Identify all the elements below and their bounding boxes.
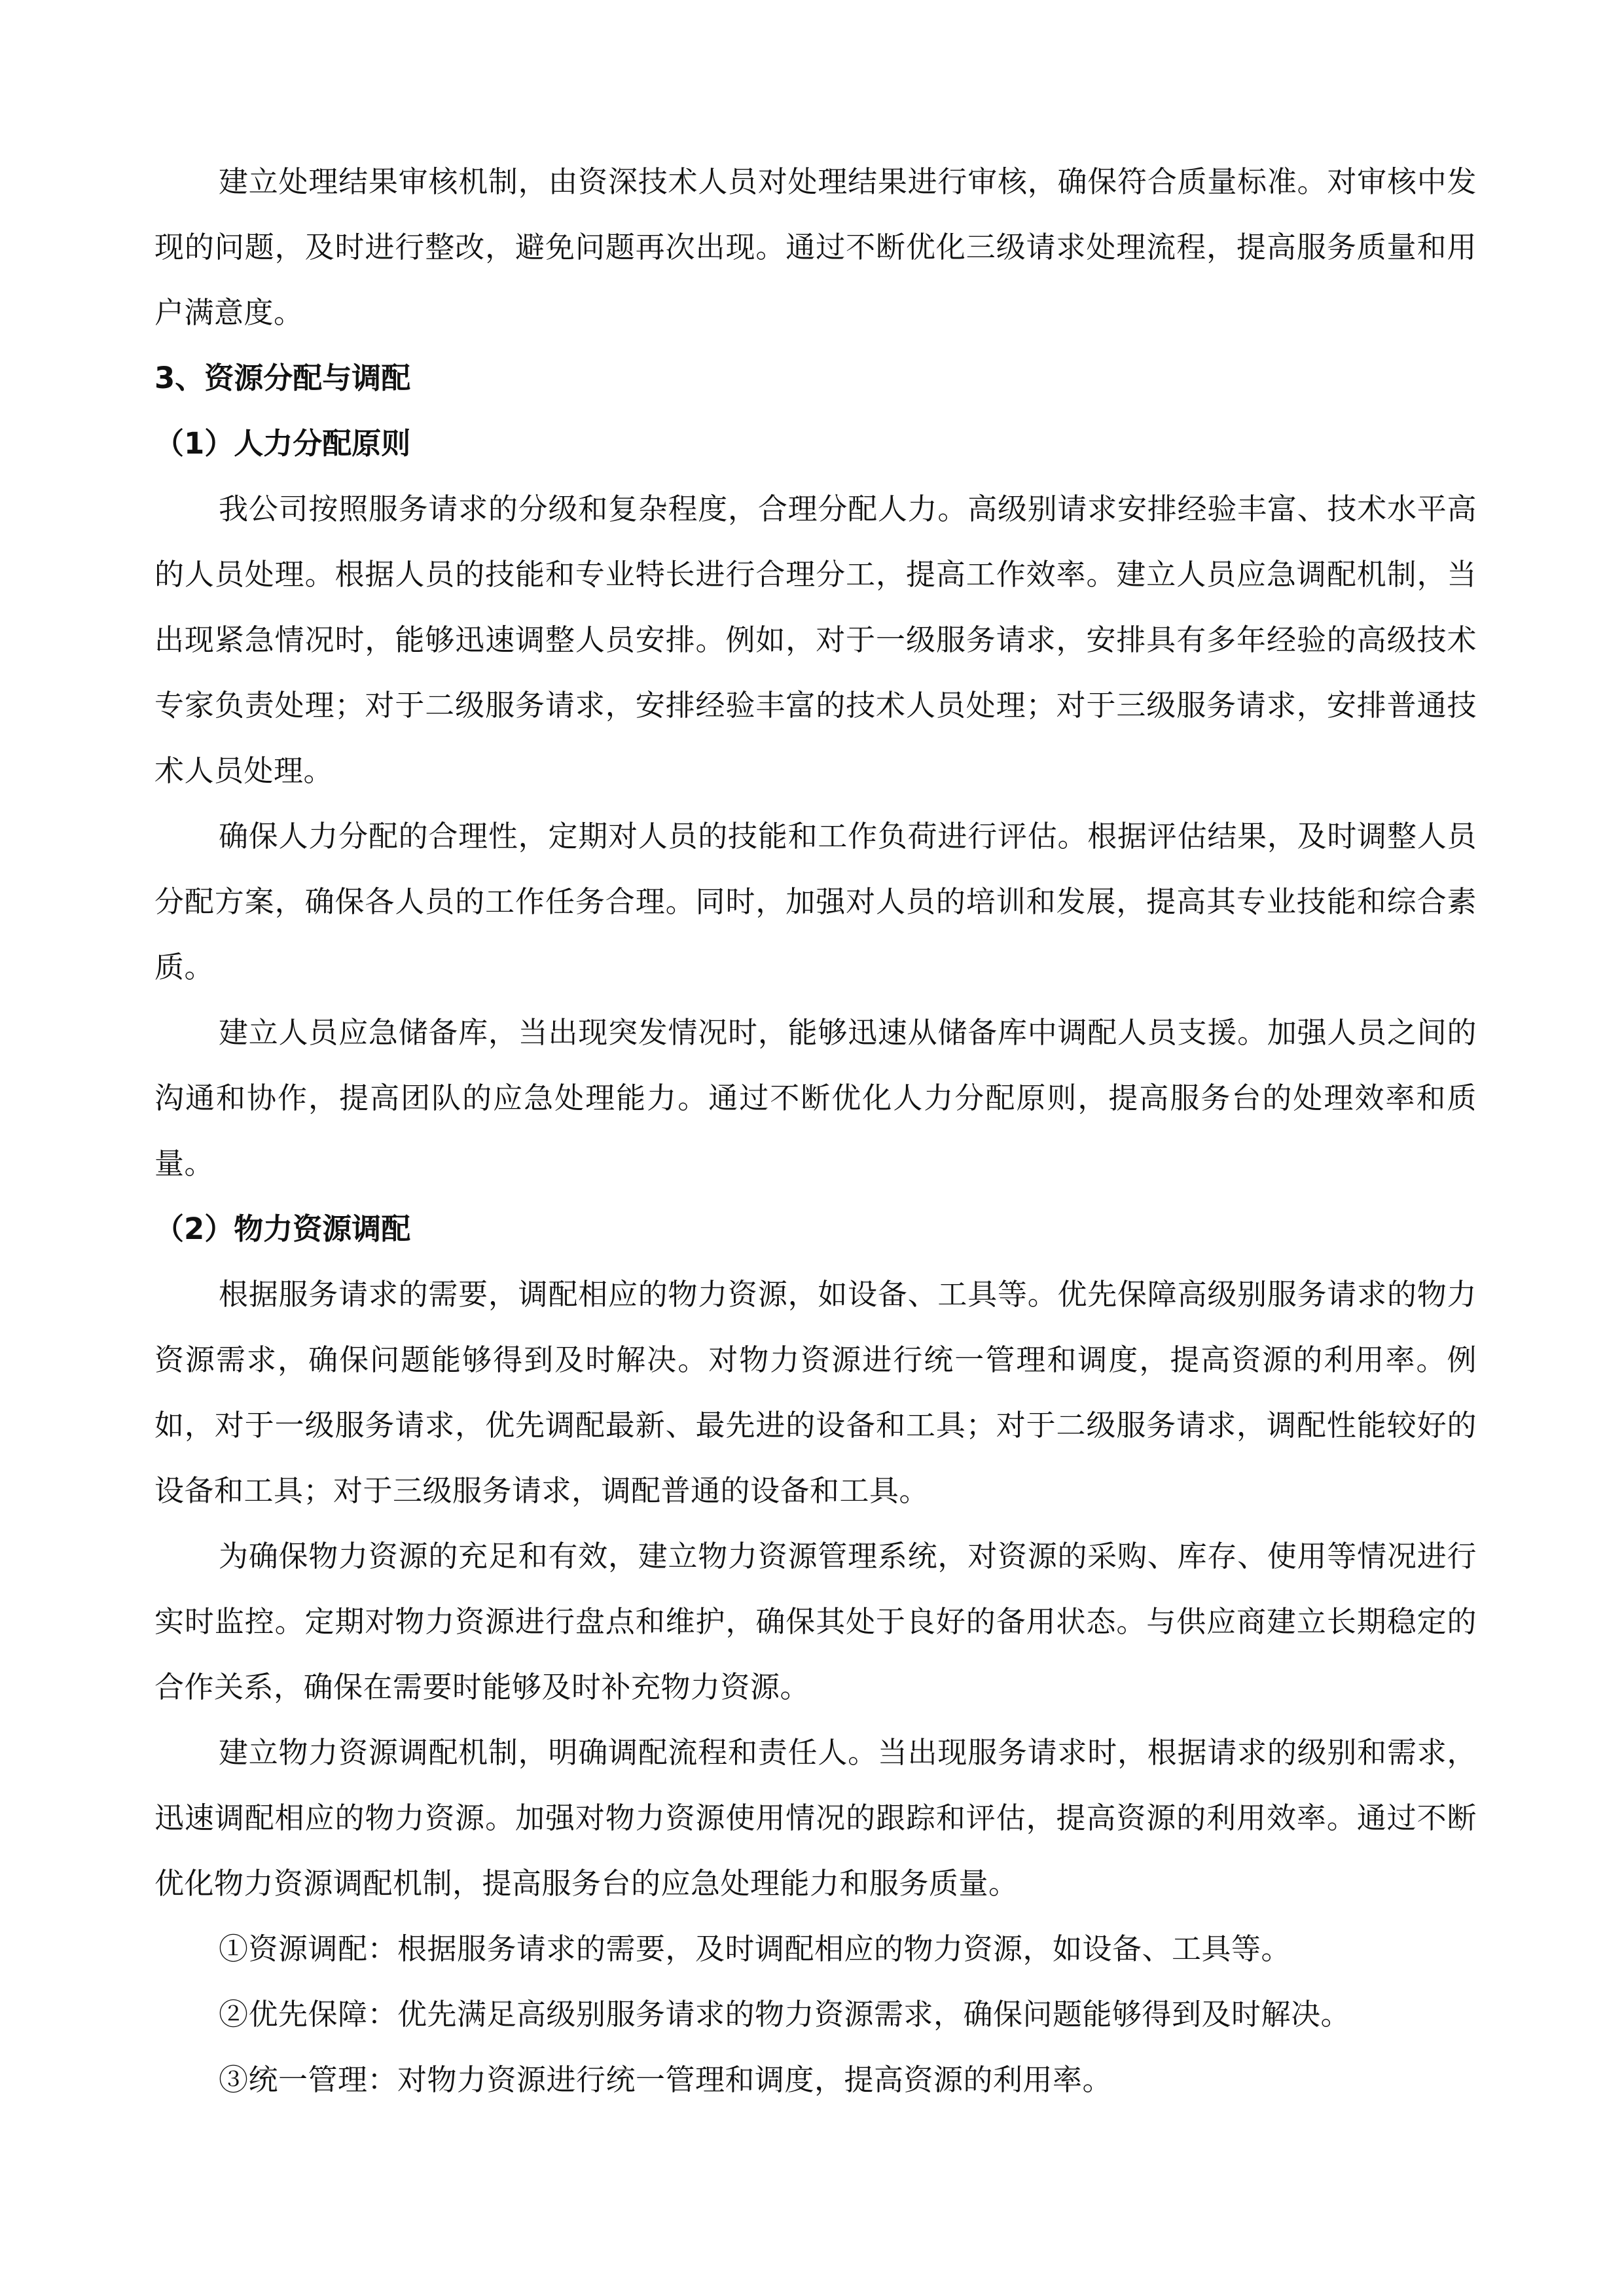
paragraph-material-dispatch: 根据服务请求的需要，调配相应的物力资源，如设备、工具等。优先保障高级别服务请求的物力资源需求，确保问题能够得到及时解决。对物力资源进行统一管理和调度，提高资源的利用率。例如，对于一级服务请求，优先调配最新、最先进的设备和工具；对于二级服务请求，调配性能较好的设备和工具；对于三级服务请求，调配普通的设备和工具。 <box>154 1277 1477 1508</box>
paragraph-review-mechanism: 建立处理结果审核机制，由资深技术人员对处理结果进行审核，确保符合质量标准。对审核中发现的问题，及时进行整改，避免问题再次出现。通过不断优化三级请求处理流程，提高服务质量和用户满意度。 <box>154 164 1477 330</box>
list-item-priority-guarantee: ②优先保障：优先满足高级别服务请求的物力资源需求，确保问题能够得到及时解决。 <box>219 1997 1351 2032</box>
list-item-unified-management: ③统一管理：对物力资源进行统一管理和调度，提高资源的利用率。 <box>219 2062 1113 2097</box>
subheading-material-allocation: （2）物力资源调配 <box>154 1211 411 1246</box>
paragraph-manpower-allocation: 我公司按照服务请求的分级和复杂程度，合理分配人力。高级别请求安排经验丰富、技术水平高的人员处理。根据人员的技能和专业特长进行合理分工，提高工作效率。建立人员应急调配机制，当出现紧急情况时，能够迅速调整人员安排。例如，对于一级服务请求，安排具有多年经验的高级技术专家负责处理；对于二级服务请求，安排经验丰富的技术人员处理；对于三级服务请求，安排普通技术人员处理。 <box>154 492 1477 788</box>
paragraph-material-dispatch-mechanism: 建立物力资源调配机制，明确调配流程和责任人。当出现服务请求时，根据请求的级别和需求，迅速调配相应的物力资源。加强对物力资源使用情况的跟踪和评估，提高资源的利用效率。通过不断优化物力资源调配机制，提高服务台的应急处理能力和服务质量。 <box>154 1735 1477 1901</box>
document-body <box>154 149 1477 2113</box>
section-heading-resource-allocation: 3、资源分配与调配 <box>154 361 411 395</box>
list-item-resource-dispatch: ①资源调配：根据服务请求的需要，及时调配相应的物力资源，如设备、工具等。 <box>219 1931 1291 1966</box>
subheading-manpower-principle: （1）人力分配原则 <box>154 426 411 461</box>
paragraph-emergency-reserve: 建立人员应急储备库，当出现突发情况时，能够迅速从储备库中调配人员支援。加强人员之间的沟通和协作，提高团队的应急处理能力。通过不断优化人力分配原则，提高服务台的处理效率和质量。 <box>154 1015 1477 1181</box>
paragraph-material-management-system: 为确保物力资源的充足和有效，建立物力资源管理系统，对资源的采购、库存、使用等情况进行实时监控。定期对物力资源进行盘点和维护，确保其处于良好的备用状态。与供应商建立长期稳定的合作关系，确保在需要时能够及时补充物力资源。 <box>154 1539 1477 1704</box>
paragraph-manpower-evaluation: 确保人力分配的合理性，定期对人员的技能和工作负荷进行评估。根据评估结果，及时调整人员分配方案，确保各人员的工作任务合理。同时，加强对人员的培训和发展，提高其专业技能和综合素质。 <box>154 819 1477 984</box>
